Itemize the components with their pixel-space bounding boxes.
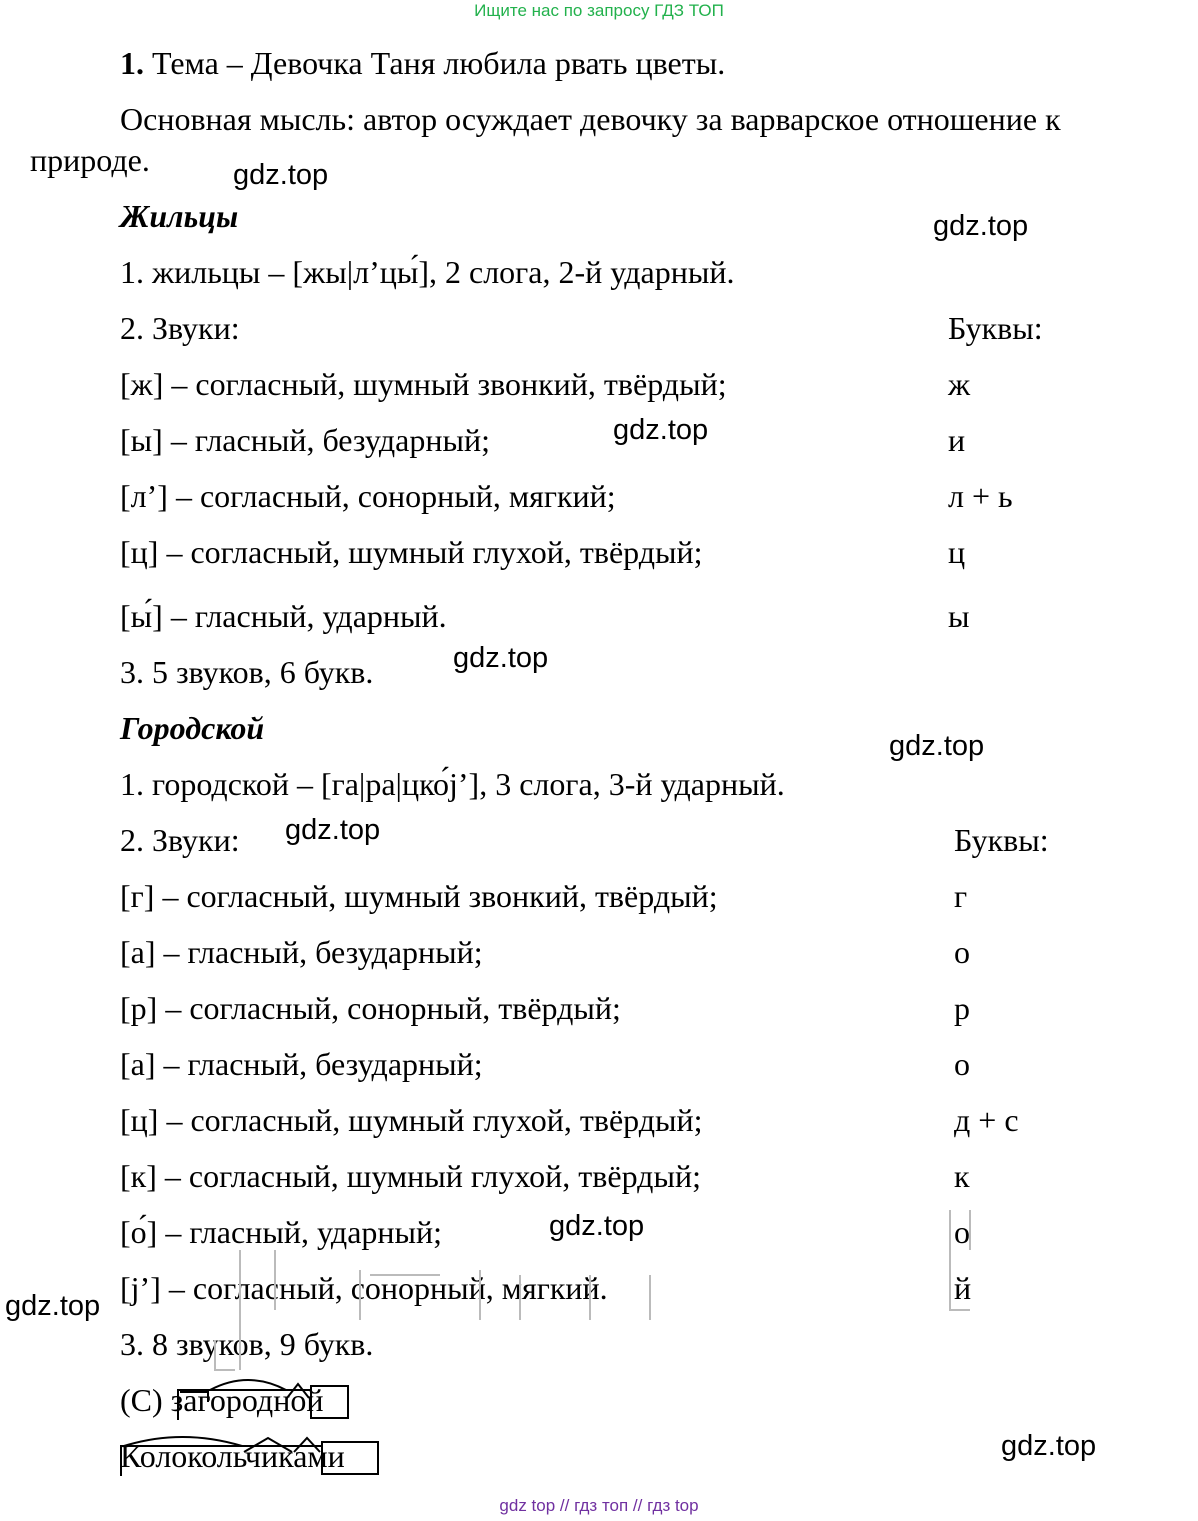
- word1-letter-cell: ж: [948, 366, 971, 402]
- word1-letter-cell: л + ь: [948, 478, 1013, 514]
- header-banner: Ищите нас по запросу ГДЗ ТОП: [474, 1, 724, 20]
- task-number: 1.: [120, 45, 144, 81]
- word2-sound-row: [а] – гласный, безударный;: [120, 934, 483, 970]
- word2-sound-row: [о́] – гласный, ударный;: [120, 1214, 443, 1250]
- watermark: gdz.top: [1001, 1430, 1097, 1462]
- word2-letter-cell: й: [954, 1270, 972, 1306]
- word1-sound-row: [ж] – согласный, шумный звонкий, твёрдый;: [120, 366, 727, 402]
- word2-sound-row: [ц] – согласный, шумный глухой, твёрдый;: [120, 1102, 703, 1138]
- morpheme-stem: загородн: [170, 1382, 291, 1418]
- morpheme-prefix-label: (С): [120, 1382, 171, 1418]
- watermark: gdz.top: [889, 730, 985, 762]
- word2-letters-label: Буквы:: [954, 822, 1049, 858]
- watermark: gdz.top: [453, 642, 549, 674]
- morpheme-line-1: [120, 1384, 323, 1416]
- watermark: gdz.top: [5, 1290, 101, 1322]
- word2-letter-cell: о: [954, 1214, 970, 1250]
- word2-sound-row: [а] – гласный, безударный;: [120, 1046, 483, 1082]
- morpheme-ending: ой: [290, 1382, 324, 1418]
- word1-letter-cell: ц: [948, 534, 966, 570]
- word2-letter-cell: к: [954, 1158, 970, 1194]
- word1-sound-row: [ы́] – гласный, ударный.: [120, 598, 447, 634]
- word2-transcription: 1. городской – [га|ра|цко́j’], 3 слога, 3-й ударный.: [120, 766, 785, 802]
- morpheme-line-2: [120, 1440, 345, 1472]
- word2-letter-cell: о: [954, 1046, 970, 1082]
- word1-title: Жильцы: [120, 198, 239, 234]
- task-idea-line1: Основная мысль: автор осуждает девочку за варварское отношение к: [120, 101, 1061, 137]
- word2-sound-row: [р] – согласный, сонорный, твёрдый;: [120, 990, 621, 1026]
- word1-sound-row: [ы] – гласный, безударный;: [120, 422, 490, 458]
- word2-sounds-label: 2. Звуки:: [120, 822, 240, 858]
- task-idea-line2: природе.: [30, 142, 150, 178]
- word2-letter-cell: о: [954, 934, 970, 970]
- watermark: gdz.top: [233, 159, 329, 191]
- word2-letter-cell: р: [954, 990, 970, 1026]
- word2-letter-cell: г: [954, 878, 968, 914]
- watermark: gdz.top: [613, 414, 709, 446]
- morpheme-stem: Колокольчик: [120, 1438, 294, 1474]
- watermark: gdz.top: [285, 814, 381, 846]
- task-theme: [120, 47, 725, 79]
- footer-banner: gdz top // гдз топ // гдз top: [499, 1496, 699, 1515]
- word1-transcription: 1. жильцы – [жы|л’цы́], 2 слога, 2-й ударный.: [120, 254, 735, 290]
- morpheme-ending: ами: [293, 1438, 345, 1474]
- word1-sound-row: [ц] – согласный, шумный глухой, твёрдый;: [120, 534, 703, 570]
- word1-letter-cell: ы: [948, 598, 970, 634]
- word1-letters-label: Буквы:: [948, 310, 1043, 346]
- word2-title: Городской: [120, 710, 265, 746]
- task-theme-text: Тема – Девочка Таня любила рвать цветы.: [152, 45, 726, 81]
- word2-letter-cell: д + с: [954, 1102, 1019, 1138]
- word2-sound-row: [г] – согласный, шумный звонкий, твёрдый;: [120, 878, 718, 914]
- watermark: gdz.top: [549, 1210, 645, 1242]
- watermark: gdz.top: [933, 210, 1029, 242]
- word1-sound-row: [л’] – согласный, сонорный, мягкий;: [120, 478, 616, 514]
- word2-sound-row: [к] – согласный, шумный глухой, твёрдый;: [120, 1158, 701, 1194]
- word1-summary: 3. 5 звуков, 6 букв.: [120, 654, 374, 690]
- word2-sound-row: [j’] – согласный, сонорный, мягкий.: [120, 1270, 608, 1306]
- word1-letter-cell: и: [948, 422, 966, 458]
- word2-summary: 3. 8 звуков, 9 букв.: [120, 1326, 374, 1362]
- word1-sounds-label: 2. Звуки:: [120, 310, 240, 346]
